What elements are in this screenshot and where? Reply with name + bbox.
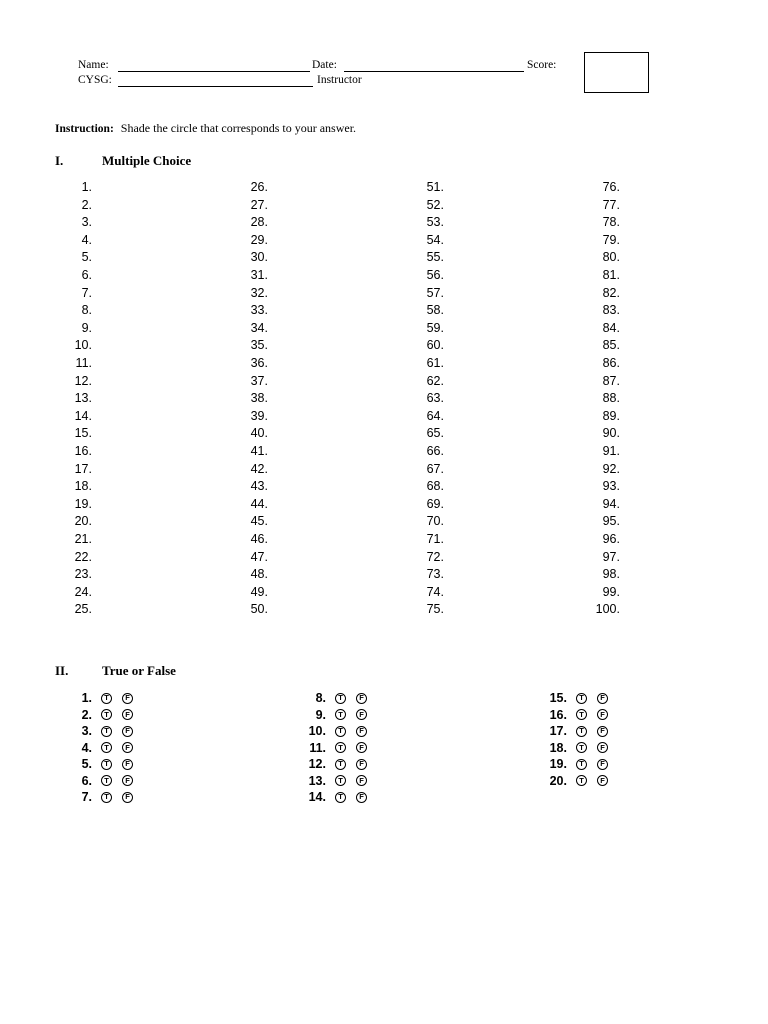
mc-question-number: 86.	[602, 356, 620, 370]
mc-question-number: 43.	[250, 479, 268, 494]
false-bubble[interactable]: F	[122, 693, 133, 704]
mc-question-number: 33.	[250, 303, 268, 318]
mc-question-number: 49.	[250, 584, 268, 599]
true-bubble[interactable]: T	[576, 693, 587, 704]
tf-question-number: 17.	[549, 724, 567, 738]
mc-question-number: 32.	[250, 285, 268, 300]
mc-question-number: 93.	[602, 479, 620, 494]
mc-question-number: 73.	[426, 567, 444, 582]
false-bubble[interactable]: F	[597, 726, 608, 737]
tf-question-number: 16.	[549, 707, 567, 722]
mc-question-number: 4.	[81, 232, 92, 247]
mc-question-number: 21.	[74, 532, 92, 546]
false-bubble[interactable]: F	[597, 742, 608, 753]
tf-question-number: 13.	[308, 773, 326, 788]
instruction-label: Instruction:	[55, 123, 114, 135]
mc-question-number: 96.	[602, 532, 620, 546]
tf-question	[304, 756, 367, 772]
mc-question-number: 80.	[602, 250, 620, 265]
mc-question-number: 89.	[602, 408, 620, 423]
false-bubble[interactable]: F	[597, 759, 608, 770]
mc-question-number: 92.	[602, 461, 620, 476]
tf-question-number: 8.	[315, 691, 326, 705]
mc-question-number: 63.	[426, 391, 444, 406]
tf-question	[304, 707, 367, 723]
mc-question-number: 51.	[426, 180, 444, 194]
mc-question-number: 47.	[250, 549, 268, 564]
true-bubble[interactable]: T	[335, 775, 346, 786]
tf-question-number: 12.	[308, 757, 326, 771]
mc-question-number: 39.	[250, 408, 268, 423]
mc-question-number: 17.	[74, 461, 92, 476]
false-bubble[interactable]: F	[122, 709, 133, 720]
mc-question-number: 98.	[602, 567, 620, 582]
section-1-numeral: I.	[55, 153, 64, 168]
true-bubble[interactable]: T	[335, 792, 346, 803]
false-bubble[interactable]: F	[356, 742, 367, 753]
mc-question-number: 64.	[426, 408, 444, 423]
false-bubble[interactable]: F	[597, 775, 608, 786]
tf-question	[545, 773, 608, 789]
false-bubble[interactable]: F	[122, 759, 133, 770]
mc-question-number: 65.	[426, 426, 444, 441]
true-bubble[interactable]: T	[335, 709, 346, 720]
mc-question-number: 84.	[602, 320, 620, 335]
mc-question-number: 88.	[602, 391, 620, 406]
mc-question-number: 45.	[250, 514, 268, 529]
mc-question-number: 16.	[74, 444, 92, 458]
mc-question-number: 71.	[426, 532, 444, 546]
mc-question-number: 81.	[602, 268, 620, 282]
score-label: Score:	[527, 59, 557, 71]
mc-question-number: 79.	[602, 232, 620, 247]
tf-question	[304, 740, 367, 756]
true-bubble[interactable]: T	[101, 775, 112, 786]
false-bubble[interactable]: F	[356, 792, 367, 803]
true-bubble[interactable]: T	[101, 693, 112, 704]
true-bubble[interactable]: T	[576, 759, 587, 770]
mc-question-number: 62.	[426, 373, 444, 388]
tf-question-number: 10.	[308, 724, 326, 738]
date-field[interactable]	[344, 71, 524, 72]
instruction	[55, 121, 356, 136]
false-bubble[interactable]: F	[122, 775, 133, 786]
mc-question-number: 66.	[426, 444, 444, 458]
mc-question-number: 85.	[602, 338, 620, 353]
name-label: Name:	[78, 59, 109, 71]
false-bubble[interactable]: F	[597, 709, 608, 720]
false-bubble[interactable]: F	[597, 693, 608, 704]
mc-question-number: 87.	[602, 373, 620, 388]
mc-question-number: 18.	[74, 479, 92, 494]
mc-question-number: 41.	[250, 444, 268, 458]
tf-question	[70, 690, 133, 706]
false-bubble[interactable]: F	[122, 742, 133, 753]
mc-question-number: 19.	[74, 496, 92, 511]
mc-question-number: 26.	[250, 180, 268, 194]
mc-question-number: 44.	[250, 496, 268, 511]
tf-question-number: 7.	[81, 790, 92, 804]
mc-question-number: 68.	[426, 479, 444, 494]
tf-question	[545, 723, 608, 739]
mc-question-number: 11.	[75, 356, 92, 370]
mc-question-number: 58.	[426, 303, 444, 318]
mc-question-number: 54.	[426, 232, 444, 247]
tf-question-number: 3.	[81, 724, 92, 738]
mc-question-number: 12.	[74, 373, 92, 388]
mc-question-number: 10.	[74, 338, 92, 353]
true-bubble[interactable]: T	[335, 742, 346, 753]
mc-question-number: 46.	[250, 532, 268, 546]
tf-question-number: 15.	[549, 691, 567, 705]
false-bubble[interactable]: F	[356, 775, 367, 786]
mc-question-number: 38.	[250, 391, 268, 406]
cysg-field[interactable]	[118, 86, 313, 87]
mc-question-number: 27.	[250, 197, 268, 212]
name-field[interactable]	[118, 71, 310, 72]
tf-question	[70, 707, 133, 723]
instructor-label: Instructor	[317, 74, 362, 86]
mc-question-number: 31.	[250, 268, 268, 282]
tf-question-number: 6.	[81, 773, 92, 788]
tf-question	[304, 773, 367, 789]
section-2-numeral: II.	[55, 663, 69, 678]
false-bubble[interactable]: F	[356, 709, 367, 720]
mc-question-number: 59.	[426, 320, 444, 335]
mc-question-number: 82.	[602, 285, 620, 300]
date-label: Date:	[312, 59, 337, 71]
mc-question-number: 37.	[250, 373, 268, 388]
true-bubble[interactable]: T	[576, 726, 587, 737]
tf-question-number: 2.	[81, 707, 92, 722]
mc-question-number: 57.	[426, 285, 444, 300]
mc-question-number: 34.	[250, 320, 268, 335]
mc-question-number: 50.	[250, 602, 268, 617]
tf-question-number: 18.	[549, 740, 567, 755]
false-bubble[interactable]: F	[356, 726, 367, 737]
mc-question-number: 77.	[602, 197, 620, 212]
tf-question	[304, 723, 367, 739]
mc-question-number: 23.	[74, 567, 92, 582]
mc-question-number: 8.	[81, 303, 92, 318]
tf-question	[70, 789, 133, 805]
tf-question-number: 9.	[315, 707, 326, 722]
score-box[interactable]	[584, 52, 649, 93]
mc-question-number: 29.	[250, 232, 268, 247]
true-bubble[interactable]: T	[101, 759, 112, 770]
mc-question-number: 70.	[426, 514, 444, 529]
true-bubble[interactable]: T	[335, 759, 346, 770]
mc-question-number: 61.	[426, 356, 444, 370]
section-2-title: True or False	[102, 663, 176, 678]
mc-question-number: 20.	[74, 514, 92, 529]
mc-question-number: 9.	[81, 320, 92, 335]
false-bubble[interactable]: F	[356, 693, 367, 704]
mc-question-number: 22.	[74, 549, 92, 564]
true-bubble[interactable]: T	[576, 709, 587, 720]
false-bubble[interactable]: F	[356, 759, 367, 770]
true-bubble[interactable]: T	[335, 726, 346, 737]
true-bubble[interactable]: T	[335, 693, 346, 704]
tf-question	[545, 690, 608, 706]
mc-question-number: 94.	[602, 496, 620, 511]
mc-question-number: 99.	[602, 584, 620, 599]
mc-question-number: 53.	[426, 215, 444, 230]
true-bubble[interactable]: T	[576, 742, 587, 753]
tf-question	[545, 707, 608, 723]
mc-question-number: 55.	[426, 250, 444, 265]
tf-question-number: 14.	[308, 790, 326, 804]
mc-question-number: 52.	[426, 197, 444, 212]
tf-question	[70, 740, 133, 756]
mc-question-number: 25.	[74, 602, 92, 617]
mc-question-number: 72.	[426, 549, 444, 564]
mc-question-number: 35.	[250, 338, 268, 353]
mc-question-number: 30.	[250, 250, 268, 265]
tf-question-number: 4.	[81, 740, 92, 755]
tf-question	[304, 789, 367, 805]
false-bubble[interactable]: F	[122, 792, 133, 803]
tf-question-number: 19.	[549, 757, 567, 771]
mc-question-number: 36.	[250, 356, 268, 370]
tf-question-number: 1.	[81, 691, 92, 705]
tf-question-number: 20.	[549, 773, 567, 788]
true-bubble[interactable]: T	[101, 792, 112, 803]
mc-question-number: 2.	[81, 197, 92, 212]
mc-question-number: 7.	[81, 285, 92, 300]
mc-question-number: 1.	[81, 180, 92, 194]
mc-question-number: 28.	[250, 215, 268, 230]
mc-question-number: 15.	[74, 426, 92, 441]
true-bubble[interactable]: T	[576, 775, 587, 786]
mc-question-number: 74.	[426, 584, 444, 599]
mc-question-number: 5.	[81, 250, 92, 265]
mc-question-number: 90.	[602, 426, 620, 441]
mc-question-number: 100.	[595, 602, 620, 617]
mc-question-number: 14.	[74, 408, 92, 423]
true-bubble[interactable]: T	[101, 709, 112, 720]
mc-question-number: 95.	[602, 514, 620, 529]
instruction-text: Shade the circle that corresponds to your answer.	[120, 121, 357, 135]
false-bubble[interactable]: F	[122, 726, 133, 737]
tf-question	[545, 740, 608, 756]
mc-question-number: 67.	[426, 461, 444, 476]
mc-question-number: 60.	[426, 338, 444, 353]
mc-question-number: 40.	[250, 426, 268, 441]
mc-question-number: 42.	[250, 461, 268, 476]
tf-question	[304, 690, 367, 706]
mc-question-number: 24.	[74, 584, 92, 599]
tf-question	[70, 756, 133, 772]
tf-question	[545, 756, 608, 772]
mc-question-number: 56.	[426, 268, 444, 282]
true-bubble[interactable]: T	[101, 742, 112, 753]
mc-question-number: 3.	[81, 215, 92, 230]
tf-question	[70, 773, 133, 789]
mc-question-number: 83.	[602, 303, 620, 318]
mc-question-number: 91.	[602, 444, 620, 458]
mc-question-number: 78.	[602, 215, 620, 230]
true-bubble[interactable]: T	[101, 726, 112, 737]
tf-question	[70, 723, 133, 739]
mc-question-number: 6.	[81, 268, 92, 282]
mc-question-number: 69.	[426, 496, 444, 511]
tf-question-number: 11.	[309, 740, 326, 755]
section-1-title: Multiple Choice	[102, 153, 192, 168]
mc-question-number: 97.	[602, 549, 620, 564]
mc-question-number: 13.	[74, 391, 92, 406]
mc-question-number: 76.	[602, 180, 620, 194]
mc-question-number: 75.	[426, 602, 444, 617]
tf-question-number: 5.	[81, 757, 92, 771]
cysg-label: CYSG:	[78, 74, 112, 86]
mc-question-number: 48.	[250, 567, 268, 582]
